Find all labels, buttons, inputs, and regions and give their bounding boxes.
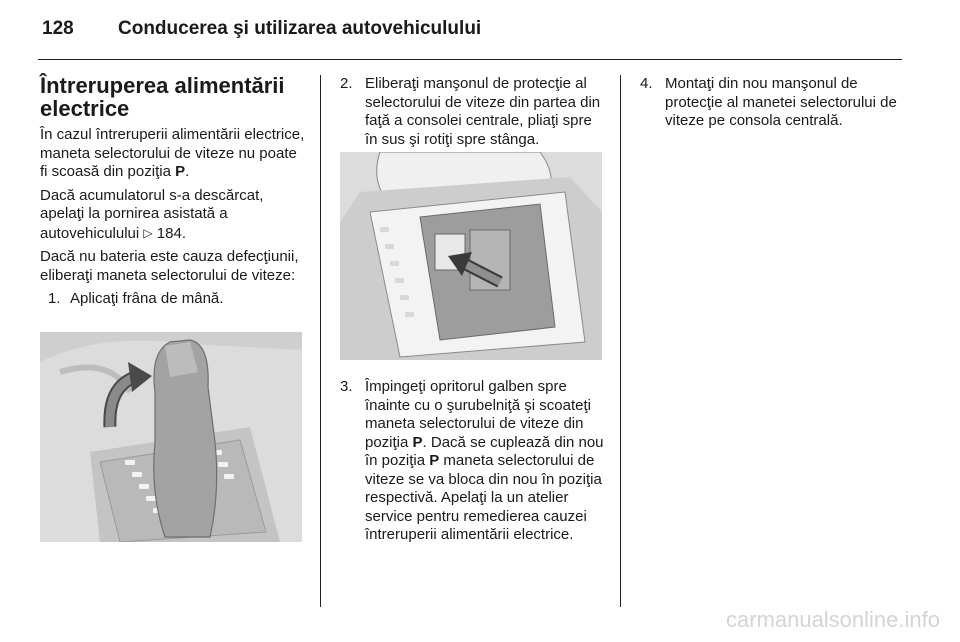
column-1 — [40, 74, 308, 309]
gear-selector-illustration — [40, 332, 302, 542]
watermark: carmanualsonline.info — [725, 607, 940, 632]
page-number: 128 — [42, 18, 74, 39]
column-divider-2 — [620, 75, 621, 607]
column-3 — [640, 75, 910, 131]
page-header — [42, 18, 481, 40]
column-divider-1 — [320, 75, 321, 607]
step-4: 4. Montaţi din nou manşonul de protecţie al manetei selectorului de viteze pe consola centrală. — [640, 75, 897, 129]
section-title: Întreruperea alimentării electrice — [40, 73, 285, 121]
step-3: 3. Împingeţi opritorul galben spre înainte cu o şurubelniţă şi scoateţi maneta selectorului de viteze din poziţia P. Dacă se cuplează din nou în poziţia P maneta selectorului de viteze se va bloca din nou în poziţia respectivă. Apelaţi la un atelier service pentru remedierea cauzei întreruperii alimentării electrice. — [340, 378, 604, 543]
paragraph-2: Dacă acumulatorul s-a descărcat, apelaţi la pornirea asistată a autovehiculului ▷ 184. — [40, 186, 264, 242]
header-rule — [38, 59, 902, 60]
paragraph-3: Dacă nu bateria este cauza defecţiunii, eliberaţi maneta selectorului de viteze: — [40, 248, 299, 284]
arrow-ref-icon[interactable]: ▷ — [143, 225, 153, 240]
step-1: 1. Aplicaţi frâna de mână. — [48, 290, 224, 307]
paragraph-1: În cazul întreruperii alimentării electrice, maneta selectorului de viteze nu poate fi scoasă din poziţia P. — [40, 126, 305, 180]
column-2 — [340, 75, 608, 149]
step-2: 2. Eliberaţi manşonul de protecţie al selectorului de viteze din partea din faţă a consolei centrale, pliaţi spre în sus şi rotiţi spre stânga. — [340, 75, 601, 148]
console-cover-illustration — [340, 152, 602, 360]
chapter-title: Conducerea şi utilizarea autovehiculului — [118, 18, 482, 39]
column-2-lower — [340, 378, 608, 545]
